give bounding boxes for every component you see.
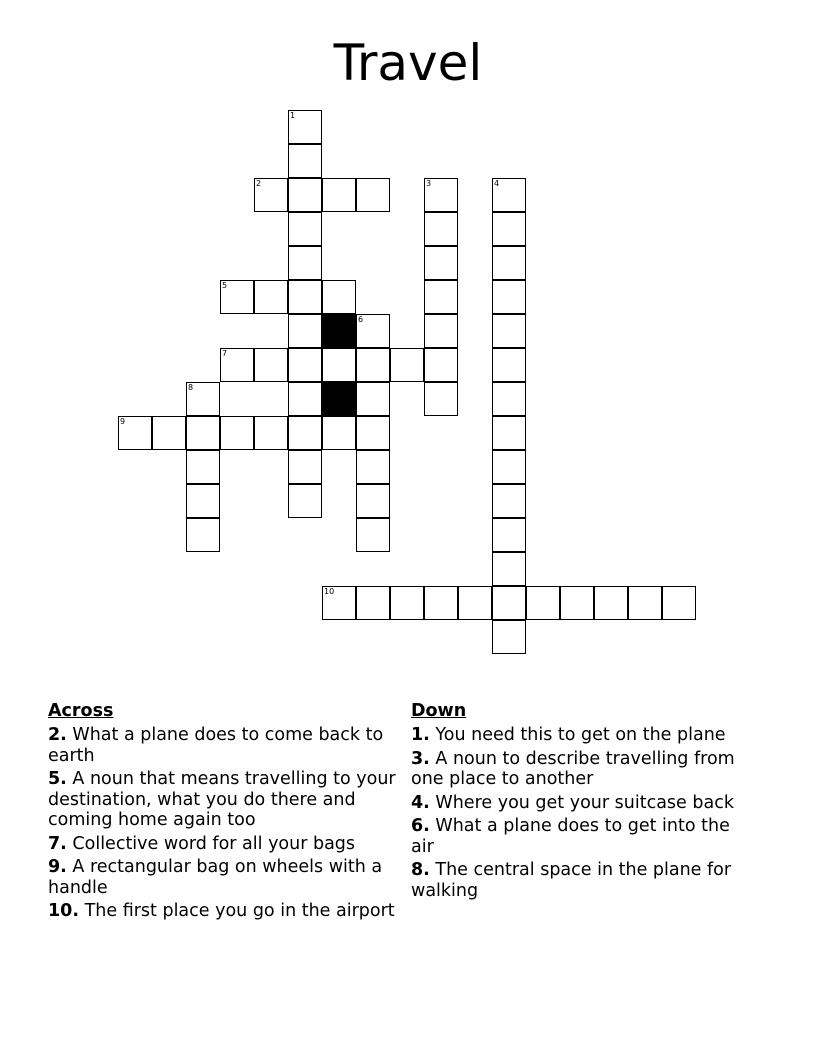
across-clue xyxy=(48,834,398,855)
clue-number: 8. xyxy=(411,860,430,880)
down-heading: Down xyxy=(411,701,467,721)
crossword-cell[interactable] xyxy=(356,450,390,484)
crossword-cell[interactable] xyxy=(492,178,526,212)
clue-number: 10. xyxy=(48,901,80,921)
crossword-cell[interactable] xyxy=(492,484,526,518)
crossword-cell[interactable] xyxy=(322,178,356,212)
crossword-cell[interactable] xyxy=(254,178,288,212)
crossword-cell[interactable] xyxy=(492,518,526,552)
crossword-cell[interactable] xyxy=(424,246,458,280)
crossword-cell[interactable] xyxy=(356,416,390,450)
crossword-cell[interactable] xyxy=(492,416,526,450)
crossword-cell[interactable] xyxy=(322,416,356,450)
crossword-cell[interactable] xyxy=(186,518,220,552)
crossword-cell[interactable] xyxy=(220,416,254,450)
crossword-cell[interactable] xyxy=(356,484,390,518)
down-clue xyxy=(411,816,751,857)
clue-number: 4. xyxy=(411,792,430,813)
clue-text: A noun that means travelling to your destination, what you do there and coming home again too xyxy=(48,769,396,830)
crossword-cell[interactable] xyxy=(186,382,220,416)
crossword-cell[interactable] xyxy=(492,280,526,314)
black-square xyxy=(322,382,356,416)
clue-number: 3. xyxy=(411,748,430,769)
crossword-cell[interactable] xyxy=(492,212,526,246)
clue-text: A rectangular bag on wheels with a handle xyxy=(48,857,383,898)
crossword-cell[interactable] xyxy=(322,348,356,382)
crossword-cell[interactable] xyxy=(186,416,220,450)
down-clue xyxy=(411,860,751,901)
clue-number: 7. xyxy=(48,833,67,854)
across-clue xyxy=(48,857,398,898)
crossword-cell[interactable] xyxy=(288,450,322,484)
black-square xyxy=(322,314,356,348)
crossword-cell[interactable] xyxy=(424,314,458,348)
down-clues xyxy=(411,700,751,904)
crossword-cell[interactable] xyxy=(186,450,220,484)
crossword-cell[interactable] xyxy=(322,586,356,620)
crossword-cell[interactable] xyxy=(526,586,560,620)
crossword-cell[interactable] xyxy=(288,110,322,144)
crossword-cell[interactable] xyxy=(356,586,390,620)
crossword-cell[interactable] xyxy=(492,586,526,620)
clue-number: 5. xyxy=(48,769,67,789)
crossword-cell[interactable] xyxy=(390,586,424,620)
page-title: Travel xyxy=(333,34,483,92)
crossword-cell[interactable] xyxy=(560,586,594,620)
crossword-cell[interactable] xyxy=(322,280,356,314)
crossword-cell[interactable] xyxy=(288,280,322,314)
crossword-cell[interactable] xyxy=(492,620,526,654)
crossword-cell[interactable] xyxy=(424,348,458,382)
crossword-cell[interactable] xyxy=(356,518,390,552)
crossword-cell[interactable] xyxy=(492,552,526,586)
clue-number: 9. xyxy=(48,857,67,877)
clue-text: What a plane does to get into the air xyxy=(411,816,730,857)
clue-text: Where you get your suitcase back xyxy=(435,792,734,813)
crossword-cell[interactable] xyxy=(628,586,662,620)
across-clues xyxy=(48,700,398,925)
crossword-cell[interactable] xyxy=(424,382,458,416)
crossword-cell[interactable] xyxy=(492,348,526,382)
crossword-cell[interactable] xyxy=(458,586,492,620)
crossword-cell[interactable] xyxy=(152,416,186,450)
crossword-cell[interactable] xyxy=(288,484,322,518)
crossword-cell[interactable] xyxy=(356,382,390,416)
crossword-cell[interactable] xyxy=(492,450,526,484)
cell-number: 1 xyxy=(290,111,296,120)
crossword-cell[interactable] xyxy=(492,246,526,280)
across-clue xyxy=(48,725,398,766)
clue-text: The first place you go in the airport xyxy=(84,901,395,921)
down-clue xyxy=(411,725,751,746)
clue-number: 6. xyxy=(411,816,430,836)
across-clue xyxy=(48,901,398,922)
cell-number: 9 xyxy=(120,417,126,426)
crossword-cell[interactable] xyxy=(288,246,322,280)
crossword-cell[interactable] xyxy=(424,280,458,314)
across-clue xyxy=(48,769,398,831)
crossword-cell[interactable] xyxy=(288,382,322,416)
clue-text: Collective word for all your bags xyxy=(72,833,356,854)
crossword-cell[interactable] xyxy=(356,348,390,382)
crossword-cell[interactable] xyxy=(254,348,288,382)
crossword-cell[interactable] xyxy=(220,280,254,314)
crossword-cell[interactable] xyxy=(390,348,424,382)
crossword-cell[interactable] xyxy=(254,416,288,450)
cell-number: 6 xyxy=(358,315,364,324)
crossword-cell[interactable] xyxy=(186,484,220,518)
clue-text: You need this to get on the plane xyxy=(435,725,726,745)
crossword-cell[interactable] xyxy=(424,212,458,246)
crossword-cell[interactable] xyxy=(220,348,254,382)
crossword-cell[interactable] xyxy=(492,382,526,416)
cell-number: 3 xyxy=(426,179,432,188)
crossword-cell[interactable] xyxy=(288,314,322,348)
clue-text: What a plane does to come back to earth xyxy=(48,725,384,766)
crossword-cell[interactable] xyxy=(356,314,390,348)
crossword-cell[interactable] xyxy=(662,586,696,620)
crossword-cell[interactable] xyxy=(356,178,390,212)
cell-number: 2 xyxy=(256,179,262,188)
cell-number: 4 xyxy=(494,179,500,188)
crossword-cell[interactable] xyxy=(594,586,628,620)
down-clue xyxy=(411,793,751,814)
crossword-cell[interactable] xyxy=(288,348,322,382)
clue-text: A noun to describe travelling from one place to another xyxy=(411,748,735,789)
clue-text: The central space in the plane for walking xyxy=(411,860,732,901)
cell-number: 7 xyxy=(222,349,228,358)
crossword-cell[interactable] xyxy=(288,178,322,212)
cell-number: 10 xyxy=(324,587,335,596)
clue-number: 1. xyxy=(411,725,430,745)
crossword-cell[interactable] xyxy=(288,416,322,450)
crossword-cell[interactable] xyxy=(254,280,288,314)
crossword-cell[interactable] xyxy=(288,144,322,178)
crossword-cell[interactable] xyxy=(424,586,458,620)
cell-number: 5 xyxy=(222,281,228,290)
across-heading: Across xyxy=(48,701,114,721)
cell-number: 8 xyxy=(188,383,194,392)
crossword-cell[interactable] xyxy=(288,212,322,246)
crossword-cell[interactable] xyxy=(424,178,458,212)
crossword-cell[interactable] xyxy=(118,416,152,450)
down-clue xyxy=(411,749,751,790)
clue-number: 2. xyxy=(48,725,67,745)
crossword-cell[interactable] xyxy=(492,314,526,348)
